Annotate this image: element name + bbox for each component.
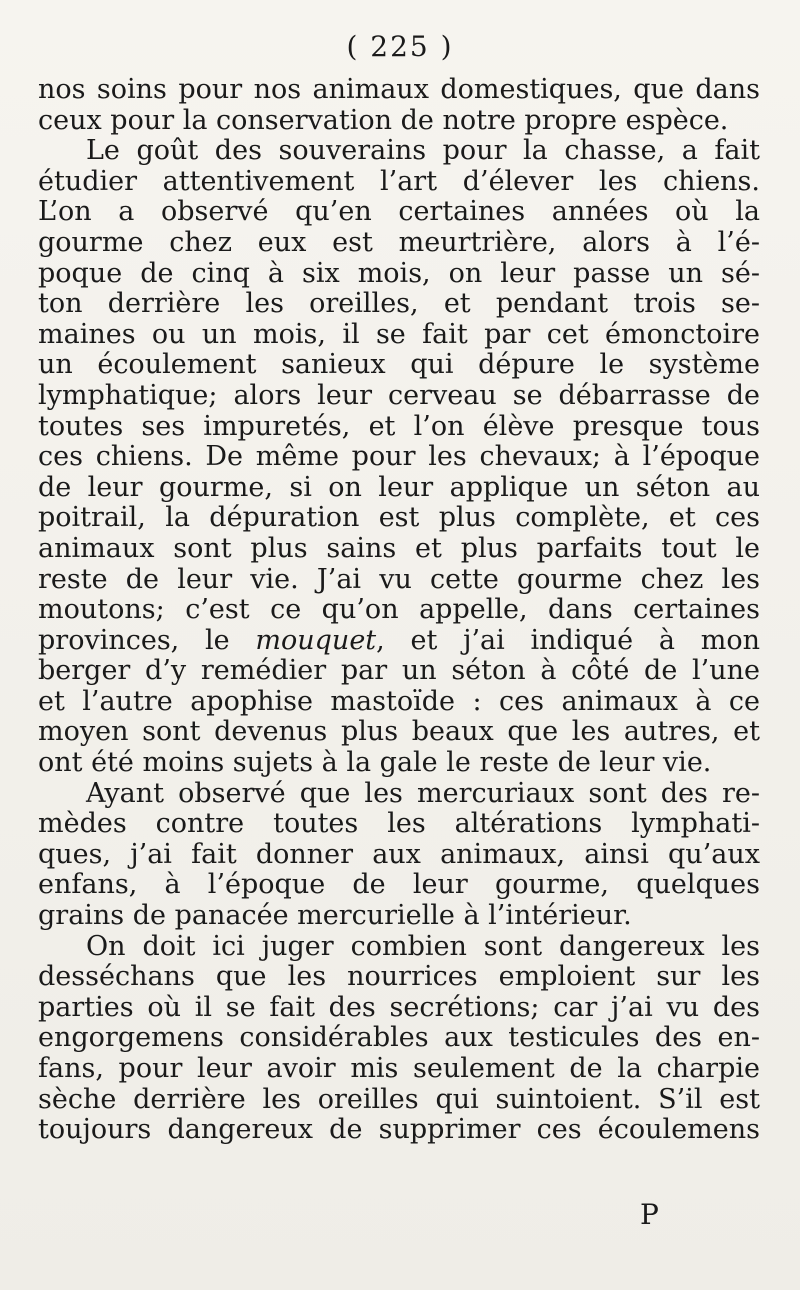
text-line: nos soins pour nos animaux domestiques, que dans bbox=[38, 74, 760, 105]
page-number: ( 225 ) bbox=[346, 30, 454, 63]
text-line: provinces, le mouquet, et j’ai indiqué à mon bbox=[38, 624, 760, 656]
text-line: reste de leur vie. J’ai vu cette gourme chez les bbox=[38, 563, 760, 595]
text-line: étudier attentivement l’art d’élever les chiens. bbox=[38, 165, 760, 197]
text-line: lymphatique; alors leur cerveau se débarrasse de bbox=[38, 379, 760, 411]
text-line: Le goût des souverains pour la chasse, a fait bbox=[86, 135, 760, 167]
signature-mark: P bbox=[640, 1198, 659, 1231]
text-line: moyen sont devenus plus beaux que les autres, et bbox=[38, 716, 760, 748]
text-line: et l’autre apophise mastoïde : ces animaux à ce bbox=[38, 685, 760, 717]
text-line: maines ou un mois, il se fait par cet émonctoire bbox=[38, 318, 760, 350]
text-line: poque de cinq à six mois, on leur passe un sé- bbox=[38, 257, 760, 289]
text-line: ces chiens. De même pour les chevaux; à l’époque bbox=[38, 441, 760, 473]
text-line: ques, j’ai fait donner aux animaux, ainsi qu’aux bbox=[38, 838, 760, 870]
text-line: berger d’y remédier par un séton à côté de l’une bbox=[38, 655, 760, 687]
text-line: sèche derrière les oreilles qui suintoient. S’il est bbox=[38, 1083, 760, 1115]
text-line: parties où il se fait des secrétions; car j’ai vu des bbox=[38, 991, 760, 1023]
italic-term: mouquet bbox=[255, 624, 377, 656]
text-line: de leur gourme, si on leur applique un séton au bbox=[38, 471, 760, 503]
text-line: toutes ses impuretés, et l’on élève presque tous bbox=[38, 410, 760, 442]
text-line: gourme chez eux est meurtrière, alors à l’é- bbox=[38, 226, 760, 258]
text-line: poitrail, la dépuration est plus complète, et ces bbox=[38, 502, 760, 534]
text-line: L’on a observé qu’en certaines années où la bbox=[38, 196, 760, 228]
text-line: grains de panacée mercurielle à l’intérieur. bbox=[38, 900, 632, 932]
text-line: Ayant observé que les mercuriaux sont des re- bbox=[86, 777, 760, 809]
text-line: toujours dangereux de supprimer ces écoulemens bbox=[38, 1114, 760, 1146]
text-line: animaux sont plus sains et plus parfaits tout le bbox=[38, 532, 760, 564]
text-line: engorgemens considérables aux testicules des en- bbox=[38, 1022, 760, 1054]
text-line: On doit ici juger combien sont dangereux les bbox=[86, 930, 760, 962]
body-text bbox=[38, 75, 760, 1146]
text-line: mèdes contre toutes les altérations lymphati- bbox=[38, 808, 760, 840]
text-line: un écoulement sanieux qui dépure le système bbox=[38, 349, 760, 381]
text-line: moutons; c’est ce qu’on appelle, dans certaines bbox=[38, 594, 760, 626]
text-line: ont été moins sujets à la gale le reste de leur vie. bbox=[38, 747, 712, 779]
text-line: fans, pour leur avoir mis seulement de la charpie bbox=[38, 1053, 760, 1084]
text-line: ceux pour la conservation de notre propre espèce. bbox=[38, 104, 729, 136]
text-line: enfans, à l’époque de leur gourme, quelques bbox=[38, 869, 760, 901]
text-line: desséchans que les nourrices emploient sur les bbox=[38, 961, 760, 993]
text-line: ton derrière les oreilles, et pendant trois se- bbox=[38, 288, 760, 320]
